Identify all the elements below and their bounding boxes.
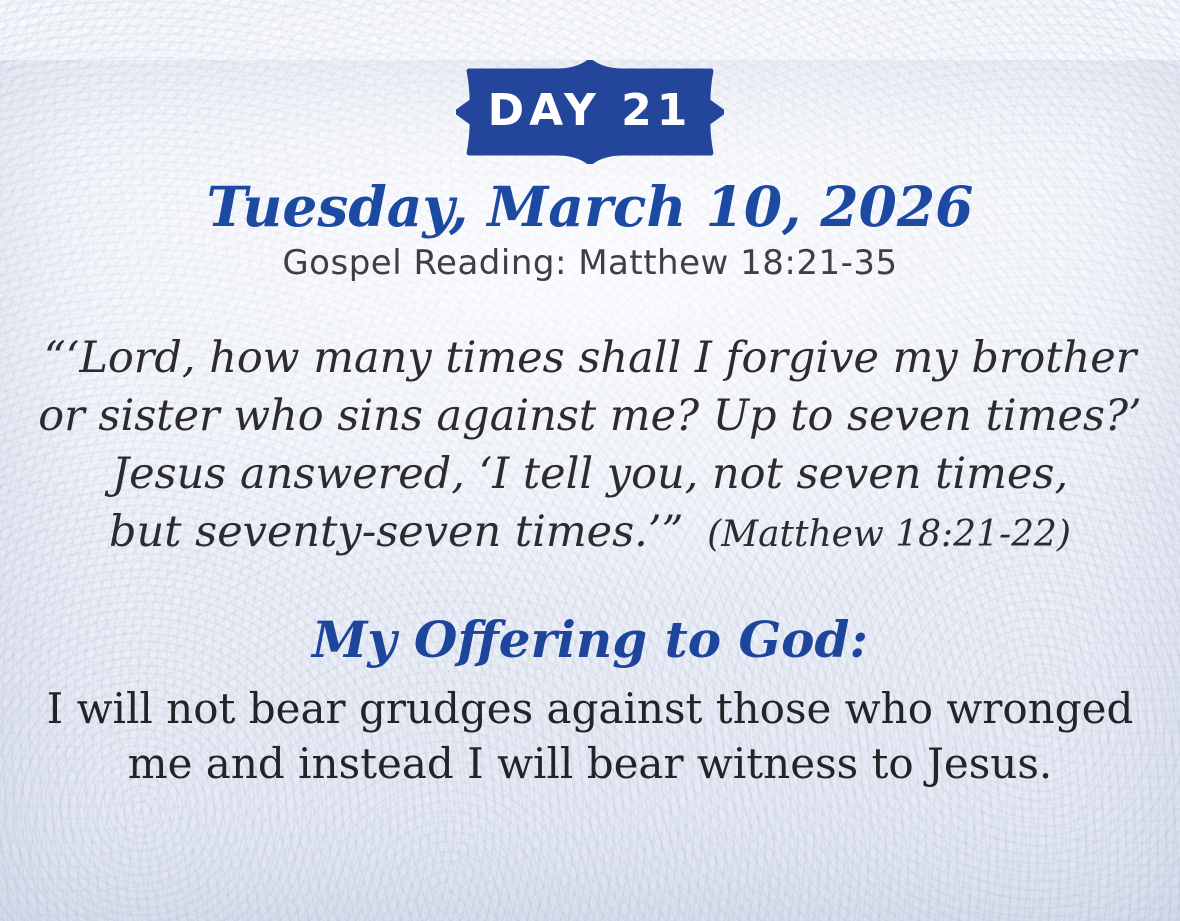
quote-line-3: Jesus answered, ‘I tell you, not seven times,: [111, 449, 1069, 500]
devotional-card: [0, 60, 1180, 921]
date-heading: Tuesday, March 10, 2026: [206, 174, 974, 239]
gospel-reading-subtitle: Gospel Reading: Matthew 18:21-35: [282, 243, 898, 284]
quote-line-2: or sister who sins against me? Up to seven times?’: [38, 391, 1142, 442]
offering-line-2: me and instead I will bear witness to Jesus.: [127, 739, 1053, 789]
quote-line-1: “‘Lord, how many times shall I forgive my brother: [43, 333, 1137, 384]
day-badge: [456, 60, 724, 164]
quote-line-4: [0, 503, 1180, 564]
offering-text: [0, 681, 1180, 791]
offering-line-1: I will not bear grudges against those who wronged: [46, 684, 1134, 734]
quote-line-4-text: but seventy-seven times.’”: [109, 507, 684, 558]
scripture-quote: [0, 329, 1180, 564]
day-badge-label: DAY 21: [487, 85, 693, 137]
offering-heading: My Offering to God:: [312, 610, 868, 670]
scripture-reference: (Matthew 18:21-22): [707, 514, 1071, 556]
